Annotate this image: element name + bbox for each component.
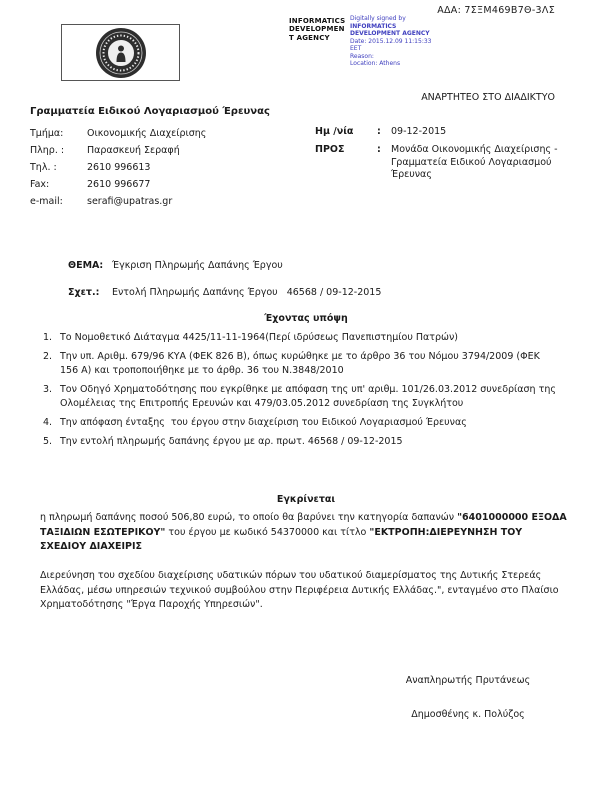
project-title: "ΕΚΤΡΟΠΗ:ΔΙΕΡΕΥΝΗΣΗ ΤΟΥ ΣΧΕΔΙΟΥ ΔΙΑΧΕΙΡΙΣ xyxy=(40,526,526,553)
fax-value: 2610 996677 xyxy=(87,179,151,190)
agency-name-line: INFORMATICS xyxy=(289,17,346,25)
digital-signature-line: Reason: xyxy=(350,52,374,60)
anartiteo-label: ΑΝΑΡΤΗΤΕΟ ΣΤΟ ΔΙΑΔΙΚΤΥΟ xyxy=(421,92,555,103)
sender-contact-block xyxy=(30,128,206,207)
related-label: Σχετ.: xyxy=(68,287,100,298)
signature-block xyxy=(378,675,558,720)
approval-paragraph xyxy=(40,511,571,555)
digital-signature-line: Date: 2015.12.09 11:15:33 xyxy=(350,37,432,45)
having-item: Το Νομοθετικό Διάταγμα 4425/11-11-1964(Περί ιδρύσεως Πανεπιστημίου Πατρών) xyxy=(60,332,458,343)
digital-signature-line: INFORMATICS xyxy=(350,22,397,30)
signoff-role: Αναπληρωτής Πρυτάνεως xyxy=(405,675,531,686)
having-item: Την εντολή πληρωμής δαπάνης έργου με αρ. πρωτ. 46568 / 09-12-2015 xyxy=(60,436,403,448)
signature-agency-name xyxy=(289,17,345,42)
subject-row xyxy=(68,260,283,271)
university-seal-logo xyxy=(61,24,180,81)
having-heading: Έχοντας υπόψη xyxy=(264,313,348,324)
approval-text: η πληρωμή δαπάνης ποσού 506,80 ευρώ, το οποίο θα βαρύνει την κατηγορία δαπανών xyxy=(40,512,458,523)
project-description-paragraph: Διερεύνηση του σχεδίου διαχείρισης υδατικών πόρων του υδατικού διαμερίσματος της Δυτικής Στερεάς Ελλάδας, μέσω υπηρεσιών τεχνικού συμβούλου στην Περιφέρεια Δυτικής Ελλάδας.", ενταγμένο στο Πλαίσιο Χρηματοδότησης "Έργα Παροχής Υπηρεσιών". xyxy=(40,570,562,611)
email-value: serafi@upatras.gr xyxy=(87,196,173,207)
having-item: Την απόφαση ένταξης του έργου στην διαχείριση του Ειδικού Λογαριασμού Έρευνας xyxy=(60,417,467,429)
having-list xyxy=(60,331,558,454)
subject-value: Έγκριση Πληρωμής Δαπάνης Έργου xyxy=(112,260,283,271)
contact-person-label: Πληρ. : xyxy=(30,145,65,156)
digital-signature-line: Location: Athens xyxy=(350,60,401,67)
phone-value: 2610 996613 xyxy=(87,162,151,173)
approval-text: του έργου με κωδικό 54370000 και τίτλο xyxy=(165,526,370,538)
ada-number: ΑΔΑ: 7ΣΞΜ469Β7Θ-3ΛΣ xyxy=(437,5,555,16)
digital-signature-line: EET xyxy=(350,45,362,52)
department-label: Τμήμα: xyxy=(30,128,64,139)
date-colon: : xyxy=(377,126,381,137)
subject-label: ΘΕΜΑ: xyxy=(68,260,104,271)
digital-signature-line: Digitally signed by xyxy=(350,15,406,22)
meta-block xyxy=(315,126,579,182)
department-value: Οικονομικής Διαχείρισης xyxy=(87,128,207,139)
seal-icon xyxy=(95,27,147,79)
sender-title: Γραμματεία Ειδικού Λογαριασμού Έρευνας xyxy=(30,106,270,117)
to-colon: : xyxy=(377,143,381,155)
contact-person-value: Παρασκευή Σεραφή xyxy=(87,145,180,156)
agency-name-line: T AGENCY xyxy=(289,33,330,42)
having-item: Τον Οδηγό Χρηματοδότησης που εγκρίθηκε με απόφαση της υπ' αριθμ. 101/26.03.2012 συνεδρίαση της Ολομέλειας της Επιτροπής Ερευνών και 479/03.05.2012 συνεδρίαση της Συγκλήτου xyxy=(60,384,559,410)
to-label: ΠΡΟΣ xyxy=(315,143,345,155)
digital-signature-line: DEVELOPMENT AGENCY xyxy=(350,30,430,37)
agency-name-line: DEVELOPMEN xyxy=(289,25,345,34)
having-item: Την υπ. Αριθμ. 679/96 ΚΥΑ (ΦΕΚ 826 Β), όπως κυρώθηκε με το άρθρο 36 του Νόμου 3794/2009 (ΦΕΚ 156 Α) και τροποποιήθηκε με το άρθρ. 36 του Ν.3848/2010 xyxy=(60,351,543,377)
phone-label: Τηλ. : xyxy=(30,162,57,173)
related-row xyxy=(68,287,381,298)
related-value: Εντολή Πληρωμής Δαπάνης Έργου 46568 / 09-12-2015 xyxy=(112,287,382,298)
approval-heading: Εγκρίνεται xyxy=(276,494,336,505)
to-value: Μονάδα Οικονομικής Διαχείρισης - Γραμματεία Ειδικού Λογαριασμού Έρευνας xyxy=(391,143,558,181)
expense-category: "6401000000 ΕΞΟΔΑ ΤΑΞΙΔΙΩΝ ΕΣΩΤΕΡΙΚΟΥ" xyxy=(40,512,571,538)
digital-signature-stamp xyxy=(350,15,470,68)
fax-label: Fax: xyxy=(30,179,50,190)
date-value: 09-12-2015 xyxy=(391,126,447,137)
email-label: e-mail: xyxy=(30,196,63,207)
date-label: Ημ /νία xyxy=(315,126,354,137)
signoff-name: Δημοσθένης κ. Πολύζος xyxy=(411,709,525,720)
